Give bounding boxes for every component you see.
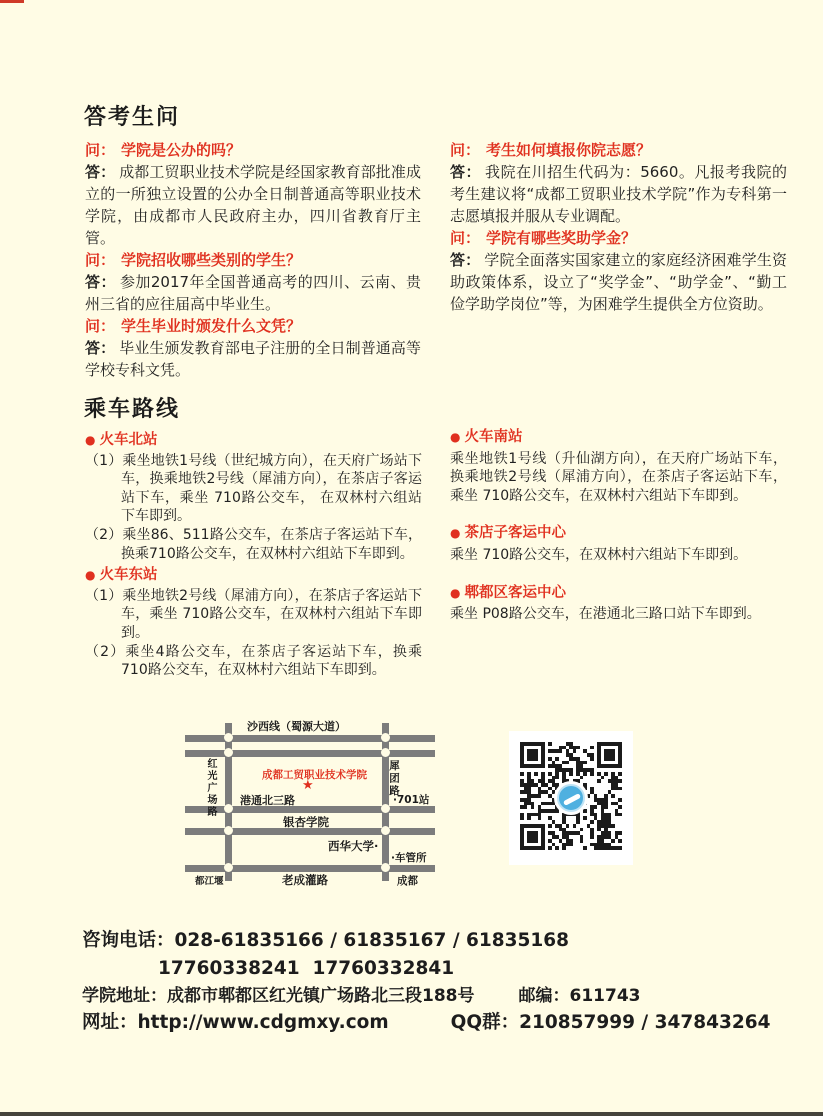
station-name: 茶店子客运中心 [464, 525, 566, 542]
route-block [450, 428, 787, 505]
map-road-horizontal [185, 750, 435, 757]
map-intersection-node [381, 826, 390, 835]
faq-right-column [450, 139, 787, 315]
question-prefix: 问： [85, 251, 116, 269]
answer-text: 成都工贸职业技术学院是经国家教育部批准成立的一所独立设置的公办全日制普通高等职业技术学院，由成都市人民政府主办，四川省教育厅主管。 [85, 163, 421, 247]
map-intersection-node [224, 804, 233, 813]
map-label-gangtong-road: 港通北三路 [240, 794, 295, 807]
map-intersection-node [381, 804, 390, 813]
address-label: 学院地址： [82, 986, 167, 1006]
phone-line-2 [82, 955, 797, 983]
faq-item [85, 249, 421, 315]
bullet-icon: ● [85, 433, 96, 447]
faq-section-title: 答考生问 [84, 105, 181, 130]
question-line [85, 139, 421, 161]
station-heading [450, 524, 787, 543]
map-intersection-node [381, 748, 390, 757]
route-step: 乘坐 710路公交车，在双林村六组站下车即到。 [450, 546, 748, 563]
station-heading [450, 584, 787, 603]
qr-code [509, 731, 633, 865]
map-label-hongguang-road: 红光广场路 [205, 758, 216, 818]
routes-right-column [450, 428, 787, 643]
route-block [450, 584, 787, 624]
zip-label: 邮编： [518, 986, 570, 1006]
answer-text: 毕业生颁发教育部电子注册的全日制普通高等学校专科文凭。 [85, 339, 421, 379]
zip-value: 611743 [569, 986, 641, 1006]
bullet-icon: ● [85, 568, 96, 583]
routes-left-column [85, 428, 422, 680]
question-prefix: 问： [450, 229, 481, 247]
station-heading [85, 566, 422, 585]
question-line [450, 227, 787, 249]
map-intersection-node [224, 863, 233, 872]
question-line [85, 249, 421, 271]
map-intersection-node [381, 733, 390, 742]
phone-label: 咨询电话： [82, 930, 175, 951]
route-step: （1）乘坐地铁2号线（犀浦方向），在茶店子客运站下车，乘坐 710路公交车，在双林村六组站下车即到。 [85, 587, 422, 641]
phone-numbers: 028-61835166 / 61835167 / 61835168 [174, 930, 570, 951]
answer-line [85, 271, 421, 315]
answer-text: 我院在川招生代码为：5660。凡报考我院的考生建议将“成都工贸职业技术学院”作为专科第一志愿填报并服从专业调配。 [450, 163, 787, 225]
faq-item [85, 315, 421, 381]
map-road-horizontal [185, 865, 435, 872]
address-line [82, 983, 797, 1010]
web-label: 网址： [82, 1012, 138, 1033]
map-label-vehicle-office: ·车管所 [391, 852, 427, 864]
answer-text: 学院全面落实国家建立的家庭经济困难学生资助政策体系，设立了“奖学金”、“助学金”、“勤工俭学助学岗位”等，为困难学生提供全方位资助。 [450, 251, 787, 313]
map-label-701-station: ·701站 [393, 794, 430, 806]
map-label-dujiangyan: 都江堰 [195, 876, 224, 887]
faq-item [450, 227, 787, 315]
answer-prefix: 答： [85, 163, 116, 181]
question-line [85, 315, 421, 337]
map-road-horizontal [185, 806, 435, 813]
phone-numbers: 17760338241 17760332841 [158, 958, 455, 979]
route-step: （2）乘坐86、511路公交车，在茶店子客运站下车，换乘710路公交车，在双林村六组站下车即到。 [85, 526, 422, 562]
station-name: 火车东站 [99, 567, 158, 584]
question-text: 学院是公办的吗？ [121, 141, 242, 159]
web-line [82, 1010, 797, 1036]
question-prefix: 问： [450, 141, 481, 159]
route-step: 乘坐地铁1号线（升仙湖方向），在天府广场站下车，换乘地铁2号线（犀浦方向），在茶店子客运站下车，乘坐 710路公交车，在双林村六组站下车即到。 [450, 450, 787, 504]
answer-line [85, 161, 421, 249]
faq-item [85, 139, 421, 249]
qq-numbers: 210857999 / 347843264 [519, 1012, 771, 1033]
contact-block [82, 927, 797, 1036]
map-intersection-node [224, 826, 233, 835]
map-intersection-node [381, 863, 390, 872]
bullet-icon: ● [450, 430, 461, 444]
answer-prefix: 答： [85, 339, 116, 357]
answer-prefix: 答： [450, 251, 481, 269]
answer-line [450, 249, 787, 315]
answer-line [85, 337, 421, 381]
answer-line [450, 161, 787, 227]
station-heading [85, 431, 422, 450]
answer-prefix: 答： [450, 163, 482, 181]
question-text: 学院有哪些奖助学金？ [486, 229, 637, 247]
station-name: 火车南站 [464, 429, 523, 445]
college-logo-icon [554, 781, 588, 815]
map-label-chengdu: 成都 [397, 875, 418, 887]
question-prefix: 问： [85, 317, 116, 335]
routes-section-title: 乘车路线 [84, 397, 181, 422]
page-bottom-rule [0, 1112, 823, 1116]
page-corner-mark [0, 0, 24, 3]
route-step: （2）乘坐4路公交车，在茶店子客运站下车，换乘710路公交车，在双林村六组站下车即到。 [85, 643, 422, 679]
map-label-xihua-university: 西华大学· [328, 839, 379, 853]
map-marker-star-icon: ★ [302, 778, 314, 793]
map-road-horizontal [185, 735, 435, 742]
question-prefix: 问： [85, 141, 116, 159]
map-intersection-node [224, 748, 233, 757]
phone-line [82, 927, 797, 955]
map-label-xituan-road: 犀团路 [388, 760, 400, 798]
bullet-icon: ● [450, 585, 461, 600]
question-line [450, 139, 787, 161]
address-text: 成都市郫都区红光镇广场路北三段188号 [167, 986, 475, 1006]
website-url: http://www.cdgmxy.com [137, 1012, 389, 1033]
map-label-laochengguan-road: 老成灌路 [282, 873, 328, 887]
faq-item [450, 139, 787, 227]
question-text: 学院招收哪些类别的学生？ [121, 251, 302, 269]
location-map [185, 712, 435, 892]
map-intersection-node [224, 733, 233, 742]
route-step: 乘坐 P08路公交车，在港通北三路口站下车即到。 [450, 606, 761, 623]
route-block [450, 524, 787, 564]
bullet-icon: ● [450, 526, 461, 541]
map-label-yinxing-college: 银杏学院 [283, 815, 329, 829]
answer-prefix: 答： [85, 273, 116, 291]
station-heading [450, 428, 787, 447]
faq-left-column [85, 139, 421, 381]
station-name: 火车北站 [99, 432, 158, 448]
map-label-college-name: 成都工贸职业技术学院 [262, 769, 367, 781]
question-text: 学生毕业时颁发什么文凭？ [121, 317, 302, 335]
station-name: 郫都区客运中心 [464, 584, 566, 601]
map-label-shaxi-line: 沙西线（蜀源大道） [247, 720, 346, 733]
map-road-vertical [225, 723, 232, 881]
map-road-vertical [382, 723, 389, 881]
qq-label: QQ群： [450, 1012, 520, 1033]
route-step: （1）乘坐地铁1号线（世纪城方向），在天府广场站下车，换乘地铁2号线（犀浦方向），在茶店子客运站下车，乘坐 710路公交车， 在双林村六组站下车即到。 [85, 452, 422, 525]
answer-text: 参加2017年全国普通高考的四川、云南、贵州三省的应往届高中毕业生。 [85, 273, 421, 313]
question-text: 考生如何填报你院志愿？ [486, 141, 652, 159]
